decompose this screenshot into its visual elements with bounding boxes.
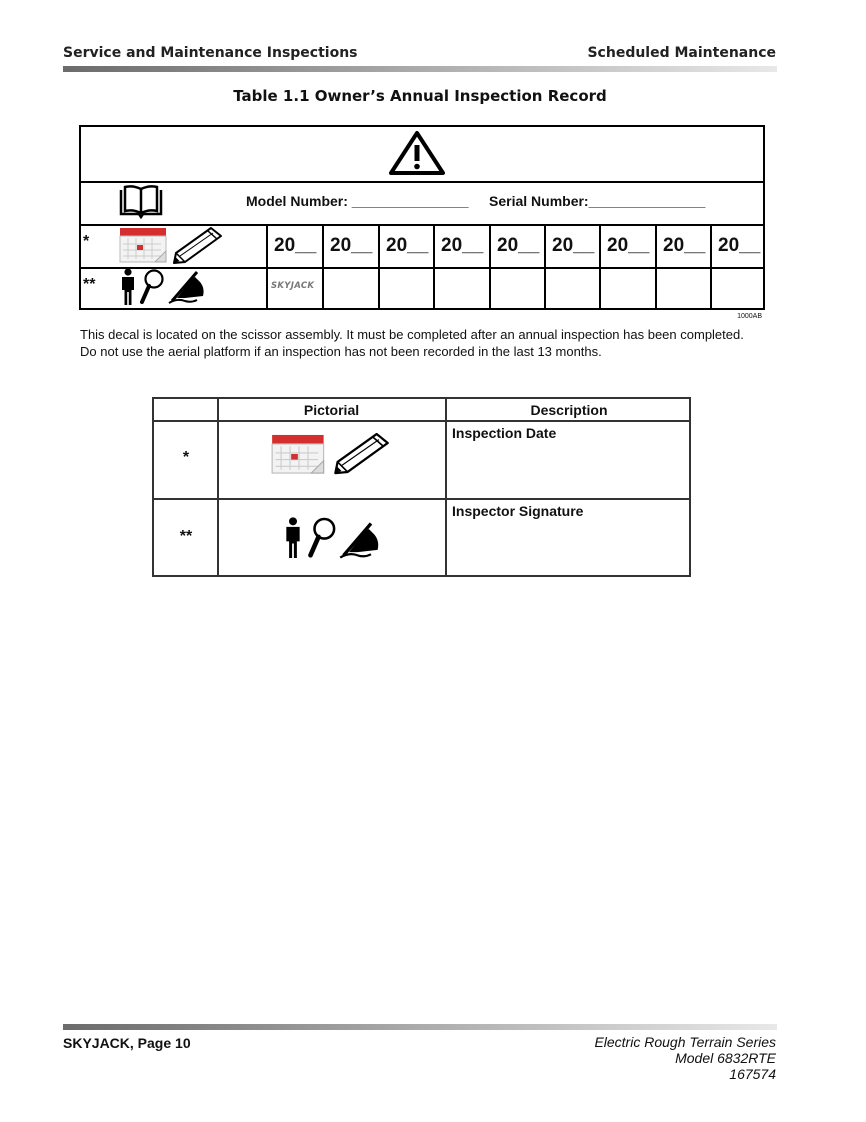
pencil-icon <box>171 226 223 264</box>
pencil-icon <box>332 430 390 476</box>
footer-part-number: 167574 <box>729 1066 776 1082</box>
date-row-marker: * <box>83 233 90 250</box>
inspector-person-icon <box>119 268 137 306</box>
legend-marker: * <box>182 449 190 466</box>
calendar-icon <box>119 226 169 264</box>
legend-header-description: Description <box>530 402 608 418</box>
legend-marker: ** <box>179 528 193 545</box>
note-line: This decal is located on the scissor assembly. It must be completed after an annual inspection has been completed. <box>80 327 744 342</box>
signature-box <box>433 267 489 308</box>
signature-box <box>655 267 710 308</box>
calendar-icon <box>271 432 327 476</box>
year-box: 20__ <box>441 235 484 256</box>
signature-box <box>544 267 599 308</box>
year-box: 20__ <box>663 235 706 256</box>
year-box: 20__ <box>552 235 595 256</box>
magnifier-icon <box>139 268 165 306</box>
logo-box <box>266 267 322 308</box>
note-line: Do not use the aerial platform if an inspection has not been recorded in the last 13 months. <box>80 344 602 359</box>
serial-number-label: Serial Number:_______________ <box>489 193 706 209</box>
model-number-label: Model Number: _______________ <box>246 193 469 209</box>
inspection-decal <box>79 125 765 310</box>
inspector-person-icon <box>283 515 303 561</box>
footer-rule <box>63 1024 777 1030</box>
manual-book-icon <box>118 184 164 220</box>
year-box: 20__ <box>718 235 761 256</box>
header-rule <box>63 66 777 72</box>
footer-model: Model 6832RTE <box>675 1050 776 1066</box>
year-box: 20__ <box>330 235 373 256</box>
decal-warning-row <box>81 127 763 183</box>
legend-description: Inspection Date <box>452 425 557 441</box>
year-box: 20__ <box>607 235 650 256</box>
decal-signature-row <box>81 267 763 308</box>
signature-box <box>710 267 765 308</box>
legend-description: Inspector Signature <box>452 503 584 519</box>
legend-table <box>152 397 691 577</box>
decal-note <box>80 326 744 360</box>
signature-box <box>322 267 378 308</box>
footer-model-info <box>594 1034 776 1082</box>
signature-row-marker: ** <box>83 276 96 293</box>
magnifier-icon <box>307 516 337 560</box>
warning-icon <box>388 130 446 176</box>
year-box: 20__ <box>386 235 429 256</box>
legend-header-blank <box>154 399 217 421</box>
decal-date-row <box>81 224 763 269</box>
decal-id-row <box>81 181 763 226</box>
signing-hand-icon <box>167 270 207 304</box>
year-box: 20__ <box>497 235 540 256</box>
table-title: Table 1.1 Owner’s Annual Inspection Record <box>233 87 607 105</box>
skyjack-logo: SKYJACK <box>271 281 315 291</box>
signature-box <box>378 267 433 308</box>
signature-box <box>489 267 544 308</box>
signature-box <box>599 267 655 308</box>
decal-code: 1000AB <box>737 313 762 320</box>
footer-series: Electric Rough Terrain Series <box>594 1034 776 1050</box>
signing-hand-icon <box>338 521 382 559</box>
chapter-title: Scheduled Maintenance <box>587 45 776 61</box>
footer-page: SKYJACK, Page 10 <box>63 1035 191 1051</box>
section-title: Service and Maintenance Inspections <box>63 45 358 61</box>
year-box: 20__ <box>274 235 317 256</box>
legend-header-pictorial: Pictorial <box>303 402 360 418</box>
